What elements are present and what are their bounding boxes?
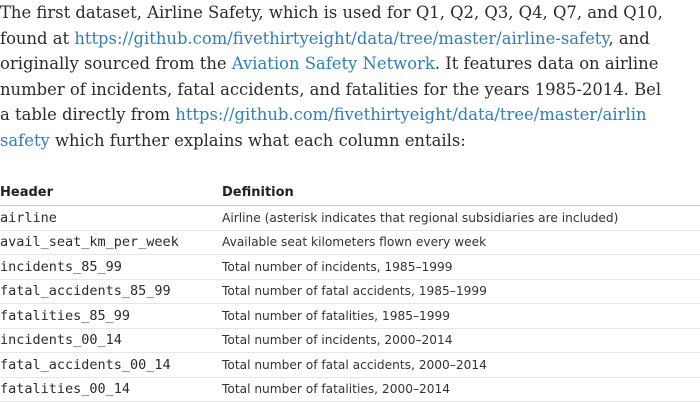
paragraph-line	[0, 77, 690, 103]
table-row	[0, 328, 700, 353]
aviation-safety-network-link[interactable]: Aviation Safety Network	[231, 54, 435, 73]
airline-safety-repo-link[interactable]: https://github.com/fivethirtyeight/data/tree/master/airline-safety	[74, 28, 609, 48]
row-header-cell: avail_seat_km_per_week	[0, 230, 222, 255]
table-row	[0, 255, 700, 280]
row-definition-cell: Total number of incidents, 2000–2014	[222, 328, 700, 353]
paragraph-text: , and	[608, 28, 650, 48]
paragraph-line	[0, 51, 690, 77]
column-header-header: Header	[0, 180, 222, 206]
paragraph-text: . It features data on airline	[434, 54, 659, 73]
row-header-cell: incidents_00_14	[0, 328, 222, 353]
table-row	[0, 279, 700, 304]
paragraph-text: originally sourced from the	[0, 54, 232, 73]
row-definition-cell: Airline (asterisk indicates that regional subsidiaries are included)	[222, 206, 700, 231]
row-definition-cell: Total number of fatal accidents, 2000–2014	[222, 353, 700, 378]
row-header-cell: fatalities_00_14	[0, 377, 222, 402]
row-definition-cell: Total number of fatalities, 1985–1999	[222, 304, 700, 329]
airline-safety-table-link[interactable]: https://github.com/fivethirtyeight/data/tree/master/airlin	[175, 105, 647, 124]
paragraph-text: found at	[0, 28, 75, 48]
paragraph-line	[0, 102, 690, 128]
table-row	[0, 353, 700, 378]
row-header-cell: incidents_85_99	[0, 255, 222, 280]
paragraph-text: a table directly from	[0, 105, 176, 124]
row-header-cell: fatal_accidents_85_99	[0, 279, 222, 304]
table-row	[0, 377, 700, 402]
table-row	[0, 304, 700, 329]
paragraph-text: The first dataset, Airline Safety, which is used for Q1, Q2, Q3, Q4, Q7, and Q10,	[0, 3, 663, 22]
paragraph-line	[0, 128, 690, 154]
row-definition-cell: Total number of fatal accidents, 1985–1999	[222, 279, 700, 304]
row-definition-cell: Total number of incidents, 1985–1999	[222, 255, 700, 280]
airline-safety-table-link-continued[interactable]: safety	[0, 130, 50, 150]
intro-paragraph	[0, 0, 690, 153]
paragraph-line	[0, 0, 690, 26]
row-header-cell: fatal_accidents_00_14	[0, 353, 222, 378]
row-header-cell: fatalities_85_99	[0, 304, 222, 329]
paragraph-line	[0, 26, 690, 52]
paragraph-text: which further explains what each column entails:	[49, 130, 466, 150]
column-definitions-table	[0, 180, 700, 402]
paragraph-text: number of incidents, fatal accidents, and fatalities for the years 1985-2014. Bel	[0, 79, 662, 99]
column-header-definition: Definition	[222, 180, 700, 206]
row-header-cell: airline	[0, 206, 222, 231]
row-definition-cell: Available seat kilometers flown every week	[222, 230, 700, 255]
table-row	[0, 206, 700, 231]
row-definition-cell: Total number of fatalities, 2000–2014	[222, 377, 700, 402]
table-header-row	[0, 180, 700, 206]
table-row	[0, 230, 700, 255]
